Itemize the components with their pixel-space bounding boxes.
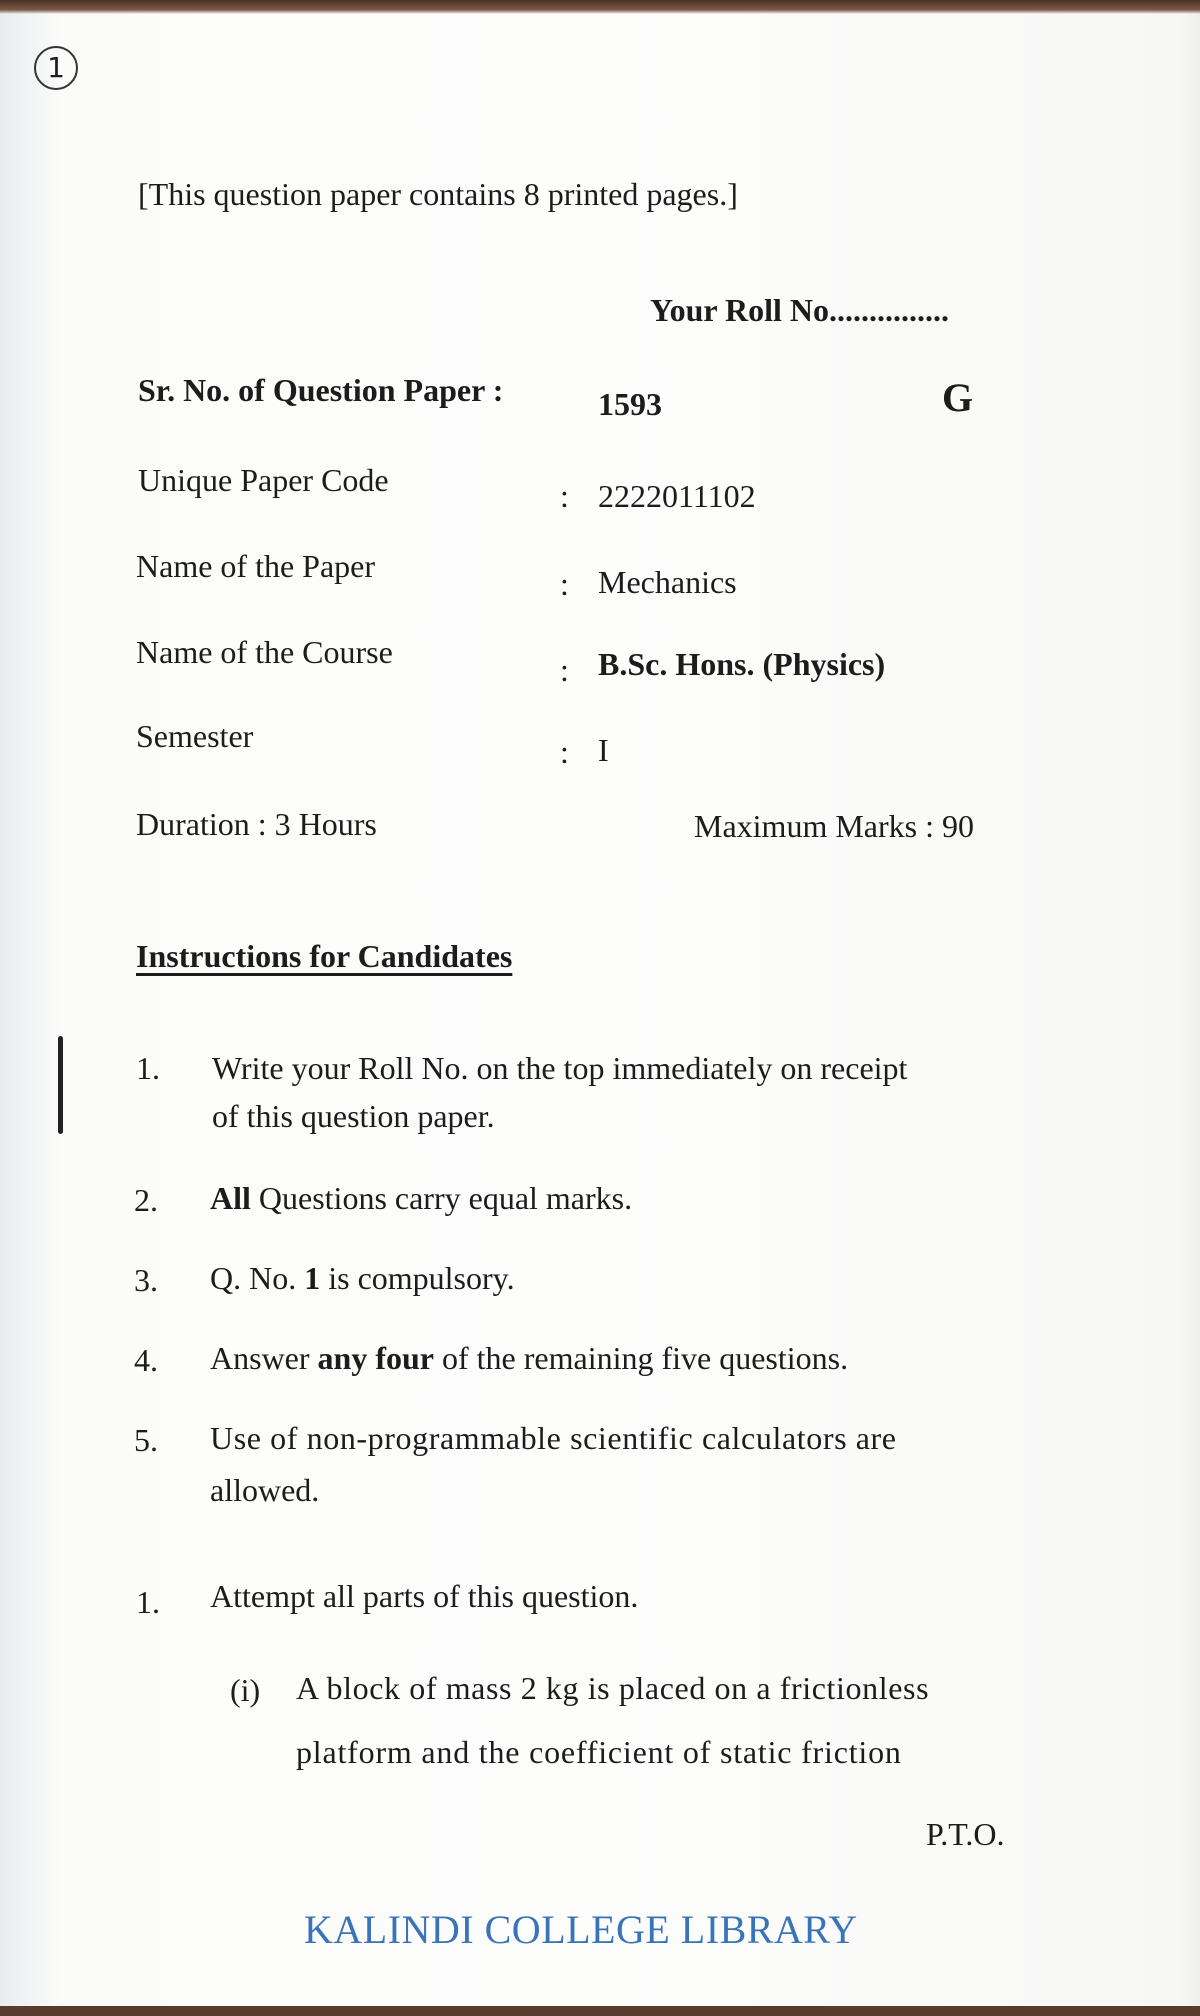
- duration: Duration : 3 Hours: [136, 806, 377, 842]
- upc-label: Unique Paper Code: [138, 462, 389, 498]
- question-1-number: 1.: [136, 1584, 160, 1620]
- max-marks: Maximum Marks : 90: [694, 808, 974, 844]
- instruction-5-number: 5.: [134, 1422, 158, 1458]
- library-stamp: KALINDI COLLEGE LIBRARY: [304, 1907, 858, 1952]
- instruction-4-text: Answer any four of the remaining five questions.: [210, 1340, 849, 1376]
- roll-no-label: Your Roll No...............: [650, 292, 949, 328]
- course-colon: :: [560, 652, 569, 688]
- page-count-note: [This question paper contains 8 printed pages.]: [138, 176, 738, 212]
- margin-pen-mark: [58, 1036, 63, 1134]
- instruction-3-text: Q. No. 1 is compulsory.: [210, 1260, 515, 1296]
- instruction-2-number: 2.: [134, 1182, 158, 1218]
- instruction-1-line2: of this question paper.: [212, 1098, 495, 1134]
- set-letter: G: [942, 375, 974, 420]
- instruction-5-line1: Use of non-programmable scientific calculators are: [210, 1420, 897, 1456]
- instruction-4-number: 4.: [134, 1342, 158, 1378]
- table-edge-top: [0, 0, 1200, 14]
- question-1-part-label: (i): [230, 1672, 261, 1708]
- semester-colon: :: [560, 734, 569, 770]
- upc-colon: :: [560, 478, 569, 514]
- course-label: Name of the Course: [136, 634, 393, 670]
- table-edge-bottom: [0, 2006, 1200, 2016]
- instruction-5-line2: allowed.: [210, 1472, 320, 1508]
- question-1-part-line2: platform and the coefficient of static friction: [296, 1734, 902, 1770]
- pto-label: P.T.O.: [926, 1816, 1005, 1852]
- semester-value: I: [598, 732, 609, 768]
- instruction-1-line1: Write your Roll No. on the top immediately on receipt: [212, 1050, 908, 1086]
- paper-name-label: Name of the Paper: [136, 548, 376, 584]
- question-1-text: Attempt all parts of this question.: [210, 1578, 639, 1614]
- sr-no-label: Sr. No. of Question Paper :: [138, 372, 504, 408]
- paper-name-value: Mechanics: [598, 564, 737, 600]
- upc-value: 2222011102: [598, 478, 756, 514]
- instruction-2-text: All Questions carry equal marks.: [210, 1180, 633, 1216]
- paper-name-colon: :: [560, 566, 569, 602]
- semester-label: Semester: [136, 718, 254, 754]
- question-1-part-line1: A block of mass 2 kg is placed on a frictionless: [296, 1670, 930, 1706]
- instruction-1-number: 1.: [136, 1050, 160, 1086]
- instruction-3-number: 3.: [134, 1262, 158, 1298]
- instructions-heading: Instructions for Candidates: [136, 938, 513, 974]
- sr-no-value: 1593: [598, 386, 662, 422]
- course-value: B.Sc. Hons. (Physics): [598, 646, 886, 682]
- circled-page-number: 1: [34, 46, 78, 90]
